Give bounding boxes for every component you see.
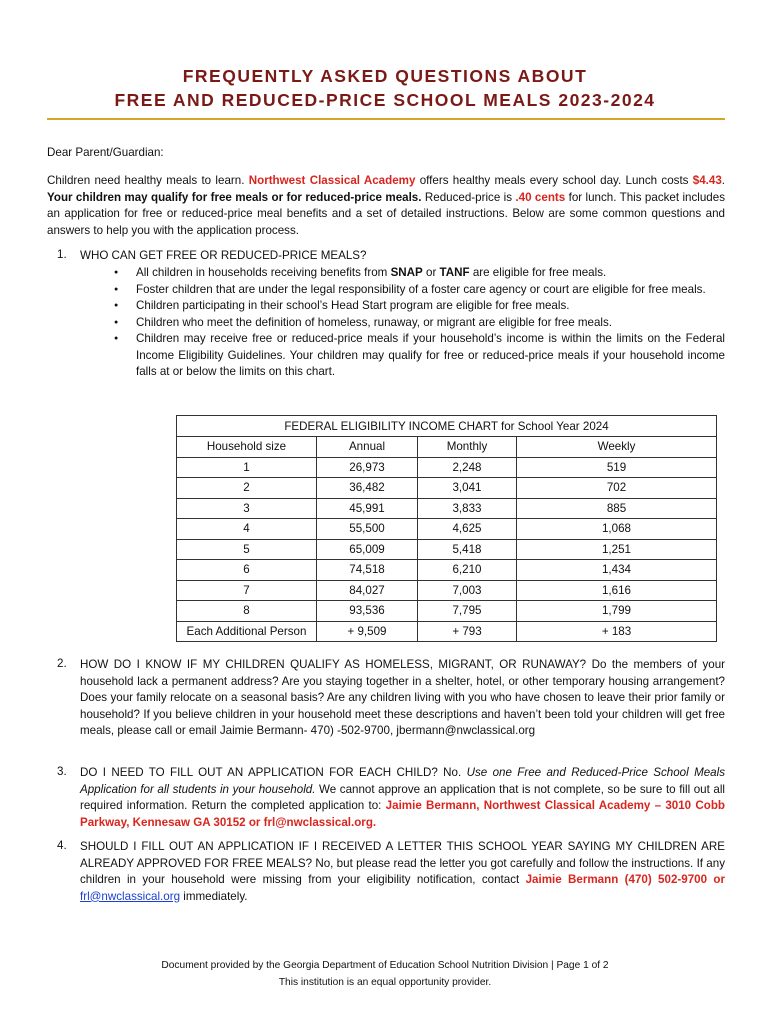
footer-line2: This institution is an equal opportunity provider.	[278, 977, 492, 988]
table-cell: 8	[177, 601, 317, 622]
table-row	[177, 519, 717, 540]
table-row	[177, 560, 717, 581]
table-cell: 65,009	[317, 539, 418, 560]
q1-bullet-homeless: ● Children who meet the definition of homeless, runaway, or migrant are eligible for free meals.	[136, 315, 725, 332]
q3-italic-answer: Use one Free and Reduced-Price School Meals Application for all students in your household.	[80, 766, 726, 796]
table-row	[177, 457, 717, 478]
q4-contact: Jaimie Bermann (470) 502-9700 or	[525, 873, 725, 886]
q3-return-address: Jaimie Bermann, Northwest Classical Academy – 3010 Cobb Parkway, Kennesaw GA 30152 or frl@nwclassical.org.	[80, 799, 726, 829]
q4-number: 4.	[57, 839, 67, 852]
table-cell: 6,210	[418, 560, 517, 581]
intro-text-1: Children need healthy meals to learn.	[47, 174, 249, 187]
table-cell: Each Additional Person	[177, 621, 317, 642]
table-cell: 55,500	[317, 519, 418, 540]
intro-text-4: Reduced-price is	[421, 190, 516, 204]
income-eligibility-table	[176, 415, 717, 642]
table-cell: 2	[177, 478, 317, 499]
greeting: Dear Parent/Guardian:	[47, 146, 164, 159]
doc-title-line2: FREE AND REDUCED-PRICE SCHOOL MEALS 2023-2024	[114, 90, 656, 110]
table-cell: 885	[517, 498, 717, 519]
table-cell: 1,251	[517, 539, 717, 560]
intro-paragraph	[47, 173, 725, 239]
table-header: Monthly	[418, 437, 517, 458]
table-cell: 5,418	[418, 539, 517, 560]
table-cell: 36,482	[317, 478, 418, 499]
table-cell: 4	[177, 519, 317, 540]
q1-bullet-list	[136, 265, 725, 381]
bullet-text: are eligible for free meals.	[469, 266, 607, 279]
bullet-text: or	[422, 266, 440, 279]
school-name: Northwest Classical Academy	[248, 174, 416, 187]
table-header: Weekly	[517, 437, 717, 458]
table-cell: + 793	[418, 621, 517, 642]
footer-line1: Document provided by the Georgia Department of Education School Nutrition Division | Page 1 of 2	[161, 960, 609, 971]
table-cell: + 9,509	[317, 621, 418, 642]
table-cell: 1	[177, 457, 317, 478]
tanf-label: TANF	[439, 266, 470, 279]
intro-text-5: for lunch. This packet includes an application for free or reduced-price meal benefits and a set of detailed instructions. Below are some common questions and answers to help you with the application process.	[47, 190, 726, 237]
q3-question: DO I NEED TO FILL OUT AN APPLICATION FOR EACH CHILD? No.	[80, 766, 467, 779]
intro-bold-statement: Your children may qualify for free meals or for reduced-price meals.	[47, 190, 422, 204]
table-cell: 1,068	[517, 519, 717, 540]
q1-number: 1.	[57, 248, 67, 261]
table-cell: 519	[517, 457, 717, 478]
table-row	[177, 498, 717, 519]
table-cell: 1,616	[517, 580, 717, 601]
table-cell: 93,536	[317, 601, 418, 622]
q3-text	[80, 765, 725, 831]
table-cell: 4,625	[418, 519, 517, 540]
table-row	[177, 539, 717, 560]
table-row	[177, 621, 717, 642]
table-cell: 7	[177, 580, 317, 601]
q4-body: SHOULD I FILL OUT AN APPLICATION IF I RECEIVED A LETTER THIS SCHOOL YEAR SAYING MY CHILDREN ARE ALREADY APPROVED FOR FREE MEALS? No, but please read the letter you got carefully and follow the instructions. If any children in your household were missing from your eligibility notification, contact	[80, 840, 725, 886]
q1-bullet-snap-tanf	[136, 265, 725, 282]
table-cell: 74,518	[317, 560, 418, 581]
reduced-price: .40 cents	[515, 190, 566, 204]
intro-text-2: offers healthy meals every school day. Lunch costs	[415, 174, 693, 187]
table-cell: 1,434	[517, 560, 717, 581]
table-cell: 1,799	[517, 601, 717, 622]
table-cell: 5	[177, 539, 317, 560]
title-underline	[47, 118, 725, 120]
table-header: Annual	[317, 437, 418, 458]
frl-email-link[interactable]: frl@nwclassical.org	[80, 889, 181, 903]
table-cell: + 183	[517, 621, 717, 642]
q3-number: 3.	[57, 765, 67, 778]
bullet-text: All children in households receiving benefits from	[136, 266, 391, 279]
q1-bullet-head-start: ● Children participating in their school’s Head Start program are eligible for free meals.	[136, 298, 725, 315]
table-header: Household size	[177, 437, 317, 458]
table-cell: 3	[177, 498, 317, 519]
table-cell: 84,027	[317, 580, 418, 601]
table-cell: 6	[177, 560, 317, 581]
q2-number: 2.	[57, 657, 67, 670]
table-cell: 7,795	[418, 601, 517, 622]
intro-text-3: .	[721, 174, 726, 187]
q3-body: We cannot approve an application that is not complete, so be sure to fill out all required information. Return the completed application to:	[80, 782, 726, 812]
table-row	[177, 601, 717, 622]
q1-bullet-income: ● Children may receive free or reduced-price meals if your household’s income is within the limits on the Federal Income Eligibility Guidelines. Your children may qualify for free or reduced-price meals if your household income falls at or below the limits on this chart.	[136, 331, 725, 381]
lunch-price: $4.43	[692, 174, 722, 187]
q1-bullet-foster: ● Foster children that are under the legal responsibility of a foster care agency or court are eligible for free meals.	[136, 282, 725, 299]
q4-post: immediately.	[180, 889, 248, 903]
q4-text	[80, 839, 725, 905]
q1-question: WHO CAN GET FREE OR REDUCED-PRICE MEALS?	[80, 249, 367, 262]
snap-label: SNAP	[390, 266, 423, 279]
income-table-title: FEDERAL ELIGIBILITY INCOME CHART for School Year 2024	[177, 416, 717, 437]
table-cell: 45,991	[317, 498, 418, 519]
table-cell: 2,248	[418, 457, 517, 478]
table-cell: 3,041	[418, 478, 517, 499]
table-cell: 7,003	[418, 580, 517, 601]
table-row	[177, 580, 717, 601]
table-row	[177, 478, 717, 499]
table-cell: 702	[517, 478, 717, 499]
doc-title-line1: FREQUENTLY ASKED QUESTIONS ABOUT	[182, 66, 588, 86]
q2-text: HOW DO I KNOW IF MY CHILDREN QUALIFY AS HOMELESS, MIGRANT, OR RUNAWAY? Do the members of your household lack a permanent address? Are you staying together in a shelter, hotel, or other temporary housing arrangement? Does your family relocate on a seasonal basis? Are any children living with you who have chosen to leave their prior family or household? If you believe children in your household meet these descriptions and haven’t been told your children will get free meals, please call or email Jaimie Bermann- 470) -502-9700, jbermann@nwclassical.org	[80, 658, 725, 737]
table-cell: 26,973	[317, 457, 418, 478]
table-cell: 3,833	[418, 498, 517, 519]
